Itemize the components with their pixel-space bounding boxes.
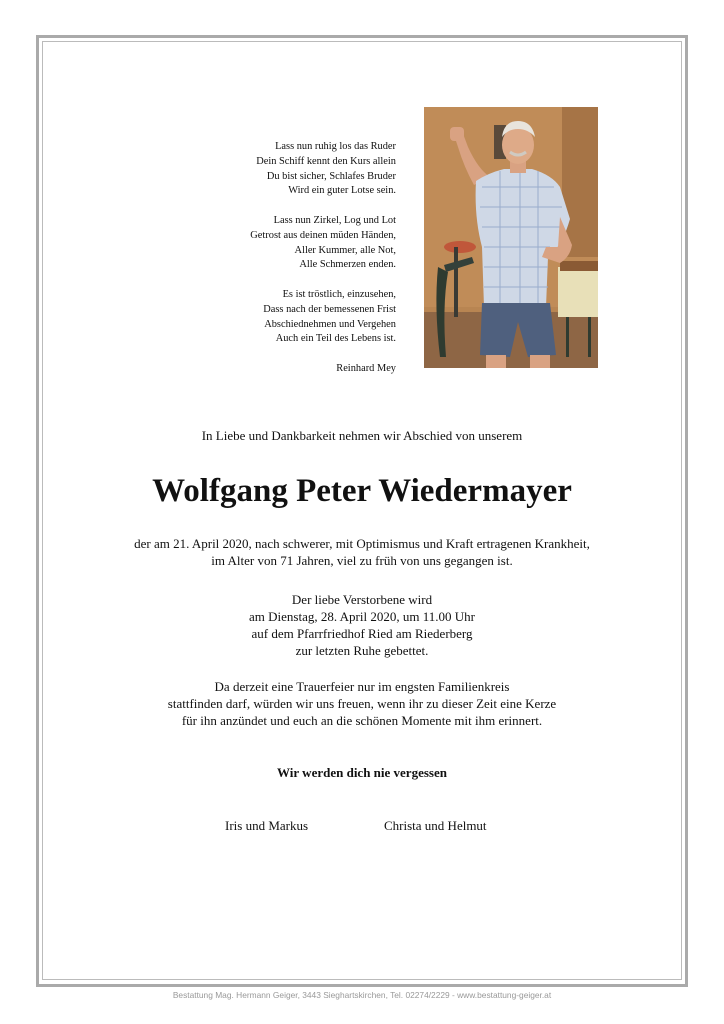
poem-line: Es ist tröstlich, einzusehen, xyxy=(282,288,396,300)
closing-line: Wir werden dich nie vergessen xyxy=(277,765,447,780)
burial-info-line: Der liebe Verstorbene wird xyxy=(291,592,433,607)
poem-stanza xyxy=(140,140,396,199)
poem-stanza xyxy=(140,214,396,273)
poem-line: Dein Schiff kennt den Kurs allein xyxy=(256,155,396,167)
burial-info xyxy=(0,591,724,659)
poem-line: Lass nun ruhig los das Ruder xyxy=(275,141,396,152)
poem-line: Auch ein Teil des Lebens ist. xyxy=(275,333,396,345)
poem-line: Abschiednehmen und Vergehen xyxy=(264,318,396,330)
poem xyxy=(140,140,396,377)
poem-line: Dass nach der bemessenen Frist xyxy=(263,303,396,315)
poem-line: Lass nun Zirkel, Log und Lot xyxy=(273,214,396,226)
footer-funeral-home: Bestattung Mag. Hermann Geiger, 3443 Sieghartskirchen, Tel. 02274/2229 - www.bestattung-geiger.at xyxy=(172,990,552,1000)
death-info-line: im Alter von 71 Jahren, viel zu früh von uns gegangen ist. xyxy=(211,553,513,568)
poem-line: Getrost aus deinen müden Händen, xyxy=(250,229,396,241)
poem-line: Du bist sicher, Schlafes Bruder xyxy=(266,170,396,182)
death-info-line: der am 21. April 2020, nach schwerer, mit Optimismus und Kraft ertragenen Krankheit, xyxy=(134,536,590,551)
deceased-name: Wolfgang Peter Wiedermayer xyxy=(152,473,572,509)
poem-line: Aller Kummer, alle Not, xyxy=(294,244,396,256)
ceremony-info-line: stattfinden darf, würden wir uns freuen, wenn ihr zu dieser Zeit eine Kerze xyxy=(167,696,557,711)
signer-christa-helmut: Christa und Helmut xyxy=(384,818,487,833)
death-info xyxy=(0,535,724,569)
poem-line: Alle Schmerzen enden. xyxy=(299,259,396,271)
portrait-photo xyxy=(424,107,598,368)
burial-info-line: zur letzten Ruhe gebettet. xyxy=(295,643,429,658)
burial-info-line: auf dem Pfarrfriedhof Ried am Riederberg xyxy=(251,626,473,641)
signer-iris-markus: Iris und Markus xyxy=(225,818,309,833)
poem-line: Wird ein guter Lotse sein. xyxy=(288,185,396,197)
ceremony-info-line: für ihn anzündet und euch an die schönen Momente mit ihm erinnert. xyxy=(181,713,543,728)
poem-stanza xyxy=(140,288,396,347)
ceremony-info-line: Da derzeit eine Trauerfeier nur im engsten Familienkreis xyxy=(214,679,510,694)
ceremony-info xyxy=(0,678,724,729)
poem-author: Reinhard Mey xyxy=(336,362,396,374)
burial-info-line: am Dienstag, 28. April 2020, um 11.00 Uhr xyxy=(249,609,475,624)
intro-text: In Liebe und Dankbarkeit nehmen wir Abschied von unserem xyxy=(201,428,523,443)
